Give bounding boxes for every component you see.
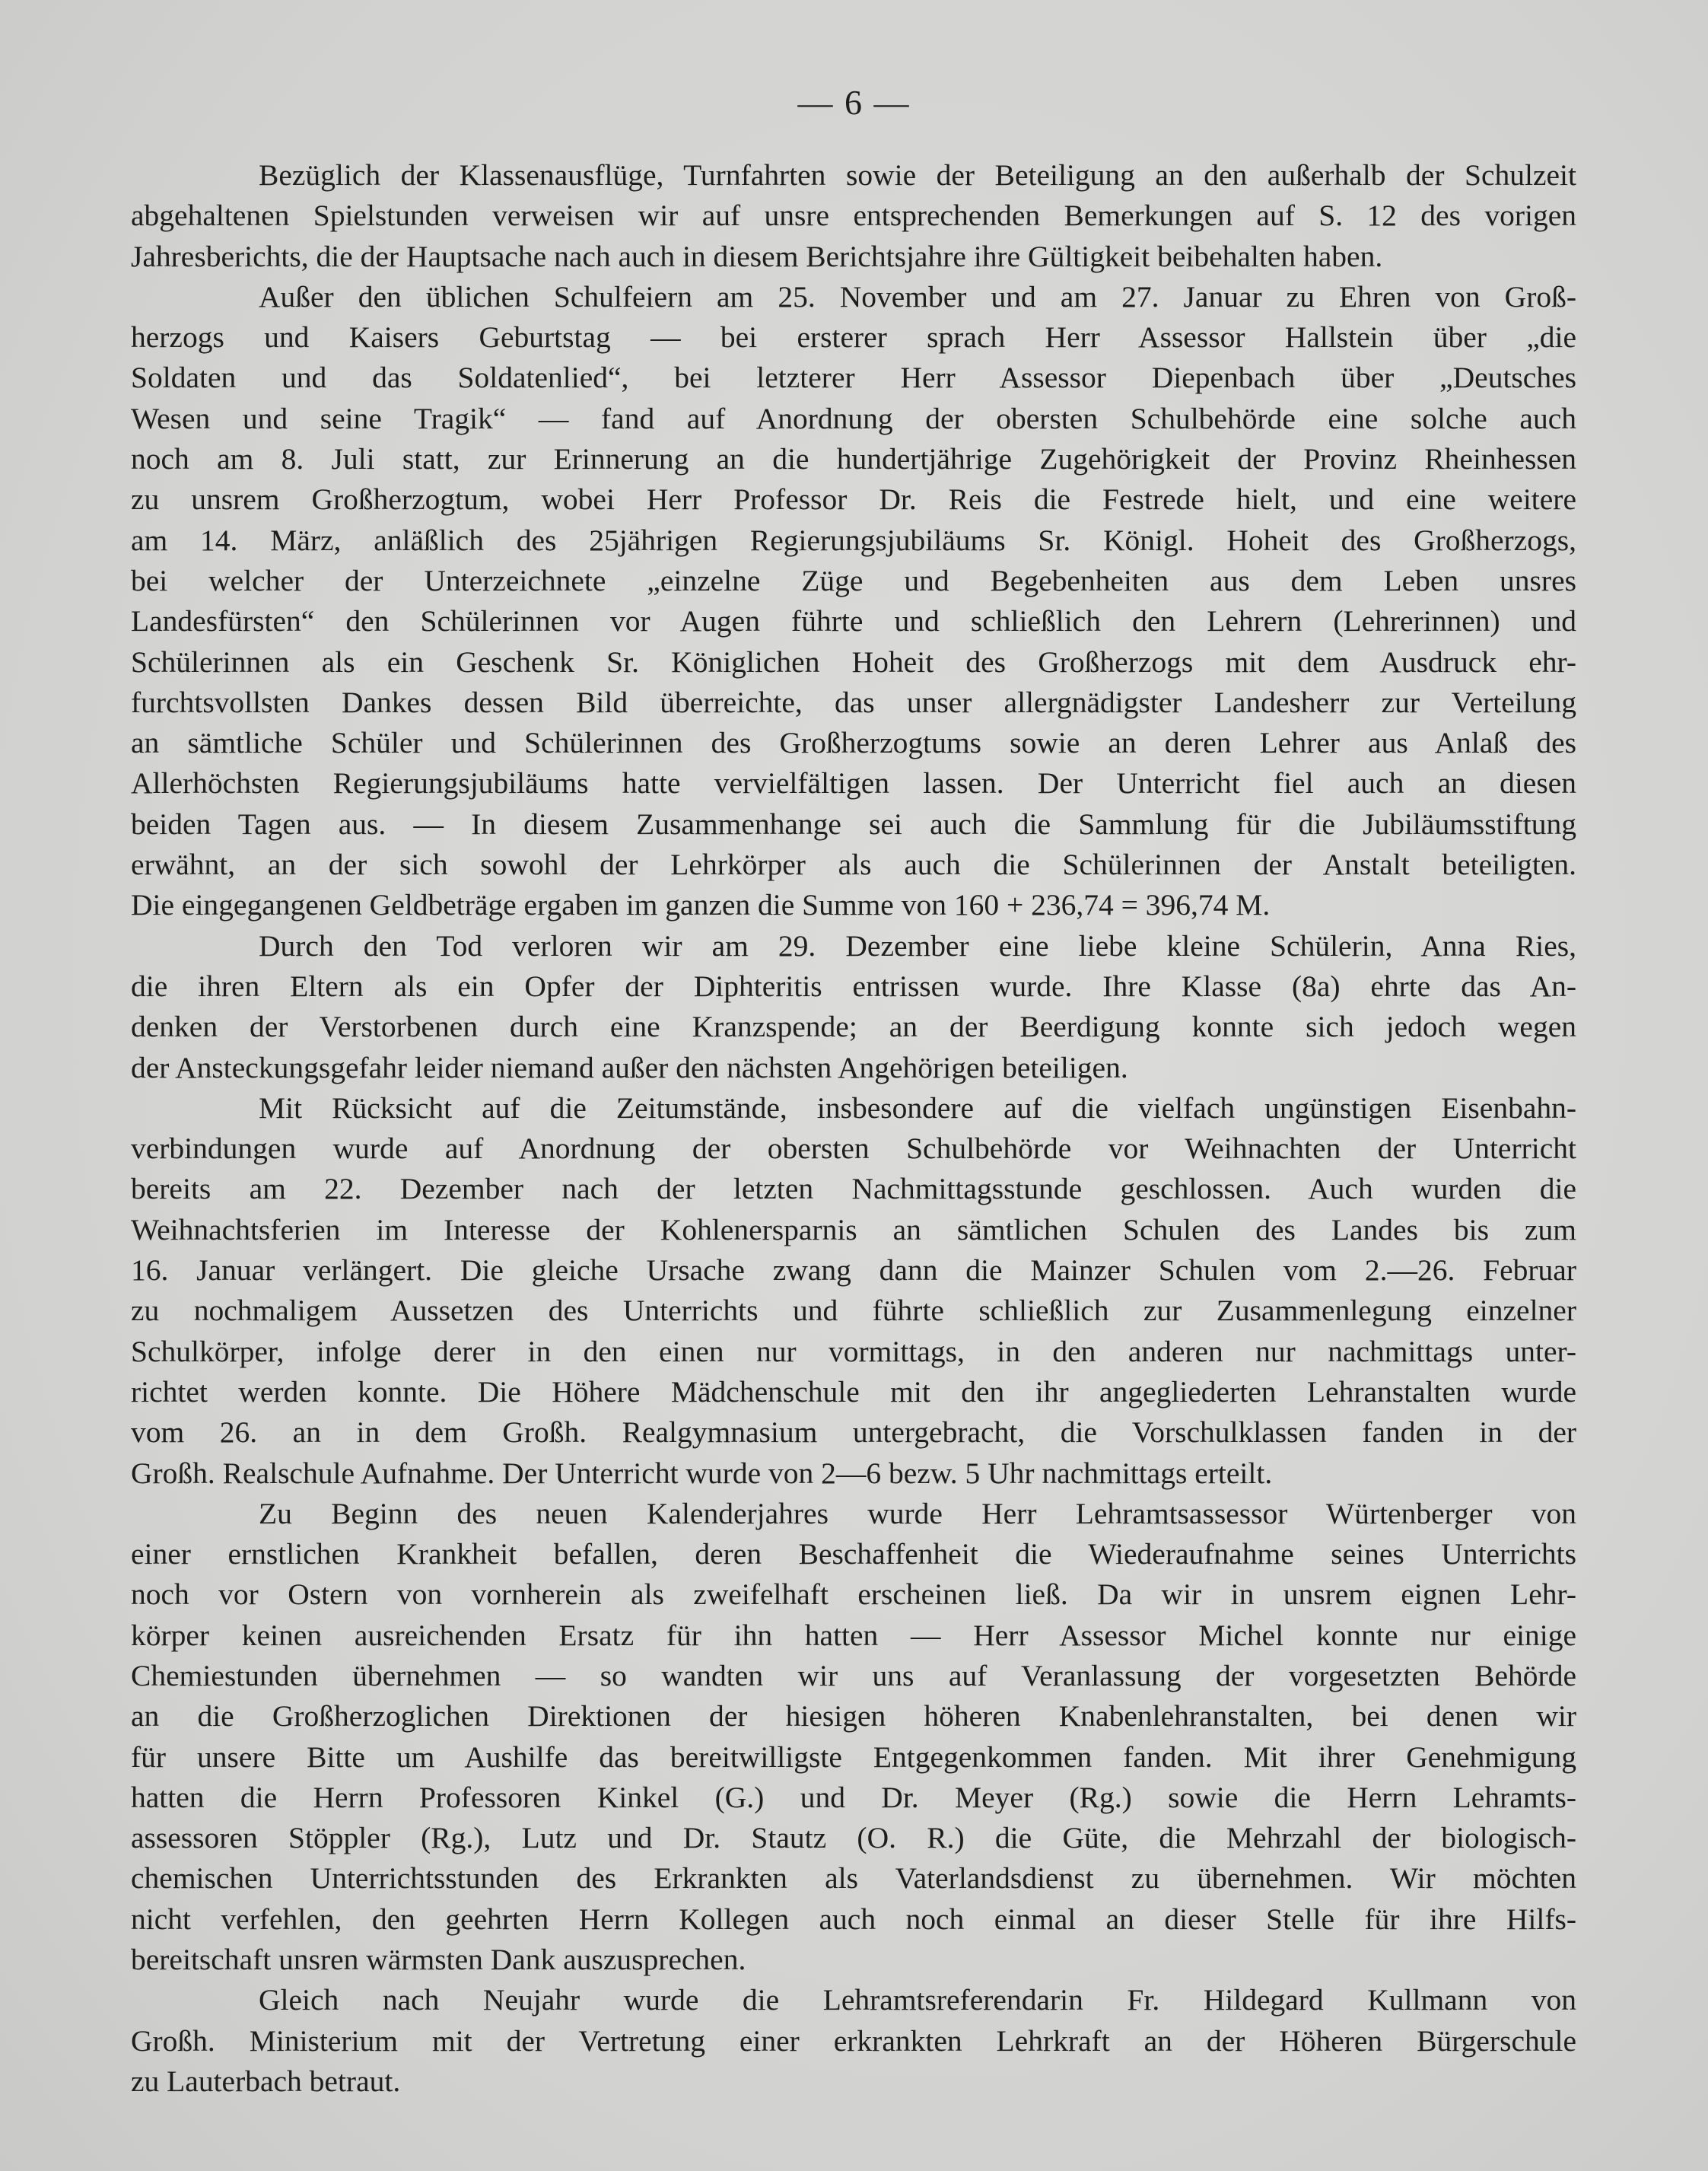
text-line: körper keinen ausreichenden Ersatz für ihn hatten — Herr Assessor Michel konnte nur einige	[131, 1618, 1576, 1652]
text-line: hatten die Herrn Professoren Kinkel (G.) und Dr. Meyer (Rg.) sowie die Herrn Lehramts-	[131, 1780, 1576, 1814]
text-line: erwähnt, an der sich sowohl der Lehrkörper als auch die Schülerinnen der Anstalt beteiligten.	[131, 848, 1576, 882]
text-line: zu nochmaligem Aussetzen des Unterrichts und führte schließlich zur Zusammenlegung einzelner	[131, 1294, 1576, 1328]
text-line: an sämtliche Schüler und Schülerinnen des Großherzogtums sowie an deren Lehrer aus Anlaß des	[131, 726, 1576, 760]
text-line: 16. Januar verlängert. Die gleiche Ursache zwang dann die Mainzer Schulen vom 2.—26. Februar	[131, 1253, 1576, 1288]
text-line: noch vor Ostern von vornherein als zweifelhaft erscheinen ließ. Da wir in unsrem eignen Lehr-	[131, 1577, 1576, 1612]
text-line: an die Großherzoglichen Direktionen der hiesigen höheren Knabenlehranstalten, bei denen wir	[131, 1699, 1576, 1733]
paragraph-class-excursions	[131, 155, 1576, 277]
text-line: Durch den Tod verloren wir am 29. Dezember eine liebe kleine Schülerin, Anna Ries,	[259, 928, 1576, 963]
text-line: Wesen und seine Tragik“ — fand auf Anordnung der obersten Schulbehörde eine solche auch	[131, 401, 1576, 435]
paragraph-holidays	[131, 1088, 1576, 1494]
text-line: Die eingegangenen Geldbeträge ergaben im ganzen die Summe von 160 + 236,74 = 396,74 M.	[131, 888, 1271, 922]
paragraph-school-celebrations	[131, 277, 1576, 926]
text-line: Großh. Ministerium mit der Vertretung einer erkrankten Lehrkraft an der Höheren Bürgerschule	[131, 2023, 1576, 2058]
text-line: chemischen Unterrichtsstunden des Erkrankten als Vaterlandsdienst zu übernehmen. Wir möchten	[131, 1861, 1576, 1896]
text-line: Gleich nach Neujahr wurde die Lehramtsreferendarin Fr. Hildegard Kullmann von	[259, 1983, 1576, 2017]
text-line: Schülerinnen als ein Geschenk Sr. Königlichen Hoheit des Großherzogs mit dem Ausdruck ehr-	[131, 645, 1576, 679]
text-line: zu unsrem Großherzogtum, wobei Herr Professor Dr. Reis die Festrede hielt, und eine weitere	[131, 482, 1576, 517]
text-line: noch am 8. Juli statt, zur Erinnerung an die hundertjährige Zugehörigkeit der Provinz Rheinhessen	[131, 442, 1576, 476]
text-line: Allerhöchsten Regierungsjubiläums hatte vervielfältigen lassen. Der Unterricht fiel auch an diesen	[131, 766, 1576, 801]
text-line: bei welcher der Unterzeichnete „einzelne Züge und Begebenheiten aus dem Leben unsres	[131, 563, 1576, 597]
text-line: verbindungen wurde auf Anordnung der obersten Schulbehörde vor Weihnachten der Unterricht	[131, 1132, 1576, 1166]
text-line: zu Lauterbach betraut.	[131, 2064, 401, 2098]
text-line: nicht verfehlen, den geehrten Herrn Kollegen auch noch einmal an dieser Stelle für ihre Hilfs-	[131, 1902, 1576, 1936]
text-line: der Ansteckungsgefahr leider niemand außer den nächsten Angehörigen beteiligen.	[131, 1050, 1128, 1084]
text-line: Landesfürsten“ den Schülerinnen vor Augen führte und schließlich den Lehrern (Lehrerinnen) und	[131, 604, 1576, 638]
paragraph-referendarin	[131, 1980, 1576, 2102]
text-line: einer ernstlichen Krankheit befallen, deren Beschaffenheit die Wiederaufnahme seines Unterrichts	[131, 1537, 1576, 1571]
text-line: vom 26. an in dem Großh. Realgymnasium untergebracht, die Vorschulklassen fanden in der	[131, 1415, 1576, 1450]
text-line: Mit Rücksicht auf die Zeitumstände, insbesondere auf die vielfach ungünstigen Eisenbahn-	[259, 1090, 1576, 1125]
text-line: die ihren Eltern als ein Opfer der Diphteritis entrissen wurde. Ihre Klasse (8a) ehrte das An-	[131, 969, 1576, 1003]
text-line: assessoren Stöppler (Rg.), Lutz und Dr. Stautz (O. R.) die Güte, die Mehrzahl der biologisch-	[131, 1821, 1576, 1855]
text-line: bereits am 22. Dezember nach der letzten Nachmittagsstunde geschlossen. Auch wurden die	[131, 1172, 1576, 1206]
text-line: denken der Verstorbenen durch eine Kranzspende; an der Beerdigung konnte sich jedoch wegen	[131, 1010, 1576, 1044]
text-line: bereitschaft unsren wärmsten Dank auszusprechen.	[131, 1943, 746, 1977]
text-line: Chemiestunden übernehmen — so wandten wir uns auf Veranlassung der vorgesetzten Behörde	[131, 1658, 1576, 1692]
paragraph-obituary	[131, 926, 1576, 1088]
text-line: furchtsvollsten Dankes dessen Bild überreichte, das unser allergnädigster Landesherr zur Verteilung	[131, 685, 1576, 719]
paragraph-staff-illness	[131, 1494, 1576, 1981]
text-line: Soldaten und das Soldatenlied“, bei letzterer Herr Assessor Diepenbach über „Deutsches	[131, 361, 1576, 395]
text-line: Zu Beginn des neuen Kalenderjahres wurde Herr Lehramtsassessor Würtenberger von	[259, 1496, 1576, 1530]
text-line: für unsere Bitte um Aushilfe das bereitwilligste Entgegenkommen fanden. Mit ihrer Genehmigung	[131, 1740, 1576, 1774]
text-line: Bezüglich der Klassenausflüge, Turnfahrten sowie der Beteiligung an den außerhalb der Schulzeit	[259, 158, 1576, 192]
text-line: beiden Tagen aus. — In diesem Zusammenhange sei auch die Sammlung für die Jubiläumsstiftung	[131, 807, 1576, 841]
text-line: Außer den üblichen Schulfeiern am 25. November und am 27. Januar zu Ehren von Groß-	[259, 279, 1576, 314]
text-line: abgehaltenen Spielstunden verweisen wir auf unsre entsprechenden Bemerkungen auf S. 12 des vorigen	[131, 199, 1576, 233]
text-line: Weihnachtsferien im Interesse der Kohlenersparnis an sämtlichen Schulen des Landes bis zum	[131, 1212, 1576, 1246]
text-line: Jahresberichts, die der Hauptsache nach auch in diesem Berichtsjahre ihre Gültigkeit beibehalten haben.	[131, 239, 1383, 273]
text-line: Schulkörper, infolge derer in den einen nur vormittags, in den anderen nur nachmittags unter-	[131, 1334, 1576, 1368]
text-line: richtet werden konnte. Die Höhere Mädchenschule mit den ihr angegliederten Lehranstalten wurde	[131, 1374, 1576, 1409]
text-line: am 14. März, anläßlich des 25jährigen Regierungsjubiläums Sr. Königl. Hoheit des Großherzogs,	[131, 523, 1576, 557]
body-text	[131, 155, 1576, 2102]
text-line: Großh. Realschule Aufnahme. Der Unterricht wurde von 2—6 bezw. 5 Uhr nachmittags erteilt.	[131, 1456, 1273, 1490]
page-number: — 6 —	[797, 83, 911, 122]
text-line: herzogs und Kaisers Geburtstag — bei ersterer sprach Herr Assessor Hallstein über „die	[131, 320, 1576, 355]
